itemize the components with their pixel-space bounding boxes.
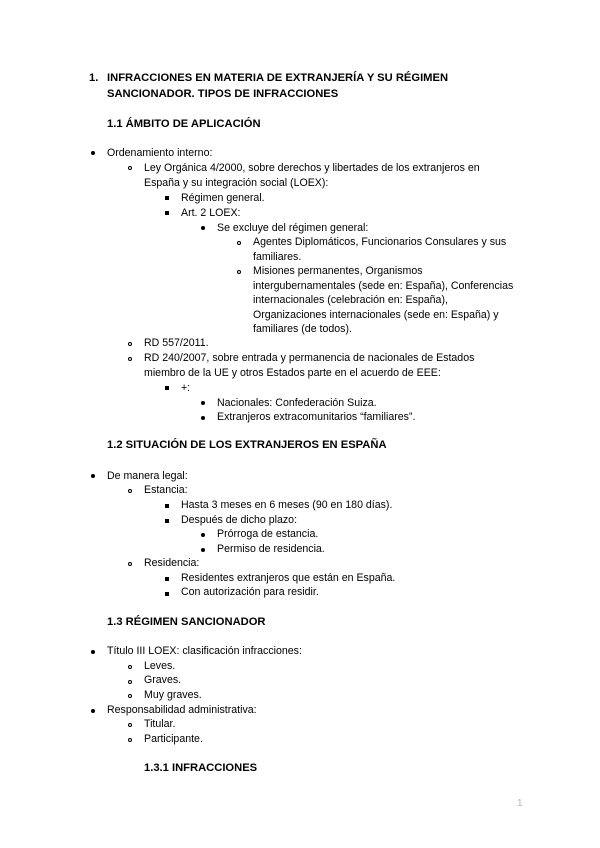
item-loex-line-1: Ley Orgánica 4/2000, sobre derechos y libertades de los extranjeros en xyxy=(144,162,480,174)
bullet-circle-icon xyxy=(128,166,132,170)
item-hasta-3-meses: Hasta 3 meses en 6 meses (90 en 180 días). xyxy=(181,499,393,511)
bullet-disc-icon xyxy=(201,533,205,537)
heading-1-3-1: 1.3.1 INFRACCIONES xyxy=(144,762,258,774)
title-line-1: INFRACCIONES EN MATERIA DE EXTRANJERÍA Y SU RÉGIMEN xyxy=(107,72,449,84)
bullet-square-icon xyxy=(165,519,169,523)
title-line-2: SANCIONADOR. TIPOS DE INFRACCIONES xyxy=(107,88,339,100)
item-misiones-line-1: Misiones permanentes, Organismos xyxy=(253,265,423,277)
bullet-disc-icon xyxy=(91,650,95,654)
bullet-circle-icon xyxy=(128,738,132,742)
title-number: 1. xyxy=(89,72,99,84)
item-titulo-iii: Título III LOEX: clasificación infracciones: xyxy=(107,645,302,657)
item-regimen-general: Régimen general. xyxy=(181,192,265,204)
item-residentes: Residentes extranjeros que están en España. xyxy=(181,572,396,584)
item-misiones-line-3: internacionales (celebración en: España), xyxy=(253,294,448,306)
item-legal: De manera legal: xyxy=(107,470,188,482)
item-participante: Participante. xyxy=(144,733,203,745)
item-leves: Leves. xyxy=(144,660,176,672)
item-estancia: Estancia: xyxy=(144,484,188,496)
bullet-circle-icon xyxy=(237,241,241,245)
bullet-circle-icon xyxy=(128,723,132,727)
item-suiza: Nacionales: Confederación Suiza. xyxy=(217,397,377,409)
bullet-circle-icon xyxy=(128,489,132,493)
item-extracomunitarios: Extranjeros extracomunitarios “familiares”. xyxy=(217,411,416,423)
bullet-square-icon xyxy=(165,196,169,200)
bullet-circle-icon xyxy=(128,562,132,566)
bullet-circle-icon xyxy=(128,665,132,669)
bullet-square-icon xyxy=(165,386,169,390)
item-responsabilidad: Responsabilidad administrativa: xyxy=(107,704,257,716)
page-number: 1 xyxy=(517,798,523,809)
bullet-disc-icon xyxy=(201,416,205,420)
item-misiones-line-5: familiares (de todos). xyxy=(253,323,352,335)
bullet-disc-icon xyxy=(201,401,205,405)
bullet-circle-icon xyxy=(128,680,132,684)
item-agentes-line-2: familiares. xyxy=(253,251,302,263)
bullet-square-icon xyxy=(165,577,169,581)
item-graves: Graves. xyxy=(144,674,182,686)
item-titular: Titular. xyxy=(144,718,176,730)
bullet-disc-icon xyxy=(91,709,95,713)
item-muy-graves: Muy graves. xyxy=(144,689,202,701)
item-loex-line-2: España y su integración social (LOEX): xyxy=(144,177,329,189)
item-excluye: Se excluye del régimen general: xyxy=(217,222,369,234)
bullet-disc-icon xyxy=(91,474,95,478)
bullet-circle-icon xyxy=(128,357,132,361)
bullet-square-icon xyxy=(165,211,169,215)
item-prorroga: Prórroga de estancia. xyxy=(217,528,319,540)
bullet-circle-icon xyxy=(237,270,241,274)
bullet-circle-icon xyxy=(128,342,132,346)
item-rd557: RD 557/2011. xyxy=(144,337,209,349)
bullet-circle-icon xyxy=(128,694,132,698)
item-art2: Art. 2 LOEX: xyxy=(181,207,241,219)
item-plus: +: xyxy=(181,382,191,394)
item-rd240-line-2: miembro de la UE y otros Estados parte en el acuerdo de EEE: xyxy=(144,367,441,379)
item-misiones-line-2: intergubernamentales (sede en: España), Conferencias xyxy=(253,280,514,292)
item-misiones-line-4: Organizaciones internacionales (sede en: España) y xyxy=(253,309,499,321)
heading-1-1: 1.1 ÁMBITO DE APLICACIÓN xyxy=(107,118,261,130)
item-ordenamiento: Ordenamiento interno: xyxy=(107,147,213,159)
item-despues: Después de dicho plazo: xyxy=(181,514,298,526)
bullet-disc-icon xyxy=(91,151,95,155)
heading-1-2: 1.2 SITUACIÓN DE LOS EXTRANJEROS EN ESPAÑA xyxy=(107,439,387,451)
item-autorizacion: Con autorización para residir. xyxy=(181,586,319,598)
item-residencia: Residencia: xyxy=(144,557,200,569)
bullet-square-icon xyxy=(165,504,169,508)
item-rd240-line-1: RD 240/2007, sobre entrada y permanencia de nacionales de Estados xyxy=(144,352,475,364)
bullet-square-icon xyxy=(165,592,169,596)
bullet-disc-icon xyxy=(201,548,205,552)
heading-1-3: 1.3 RÉGIMEN SANCIONADOR xyxy=(107,616,266,628)
item-agentes-line-1: Agentes Diplomáticos, Funcionarios Consulares y sus xyxy=(253,236,507,248)
item-permiso: Permiso de residencia. xyxy=(217,543,325,555)
bullet-disc-icon xyxy=(201,226,205,230)
